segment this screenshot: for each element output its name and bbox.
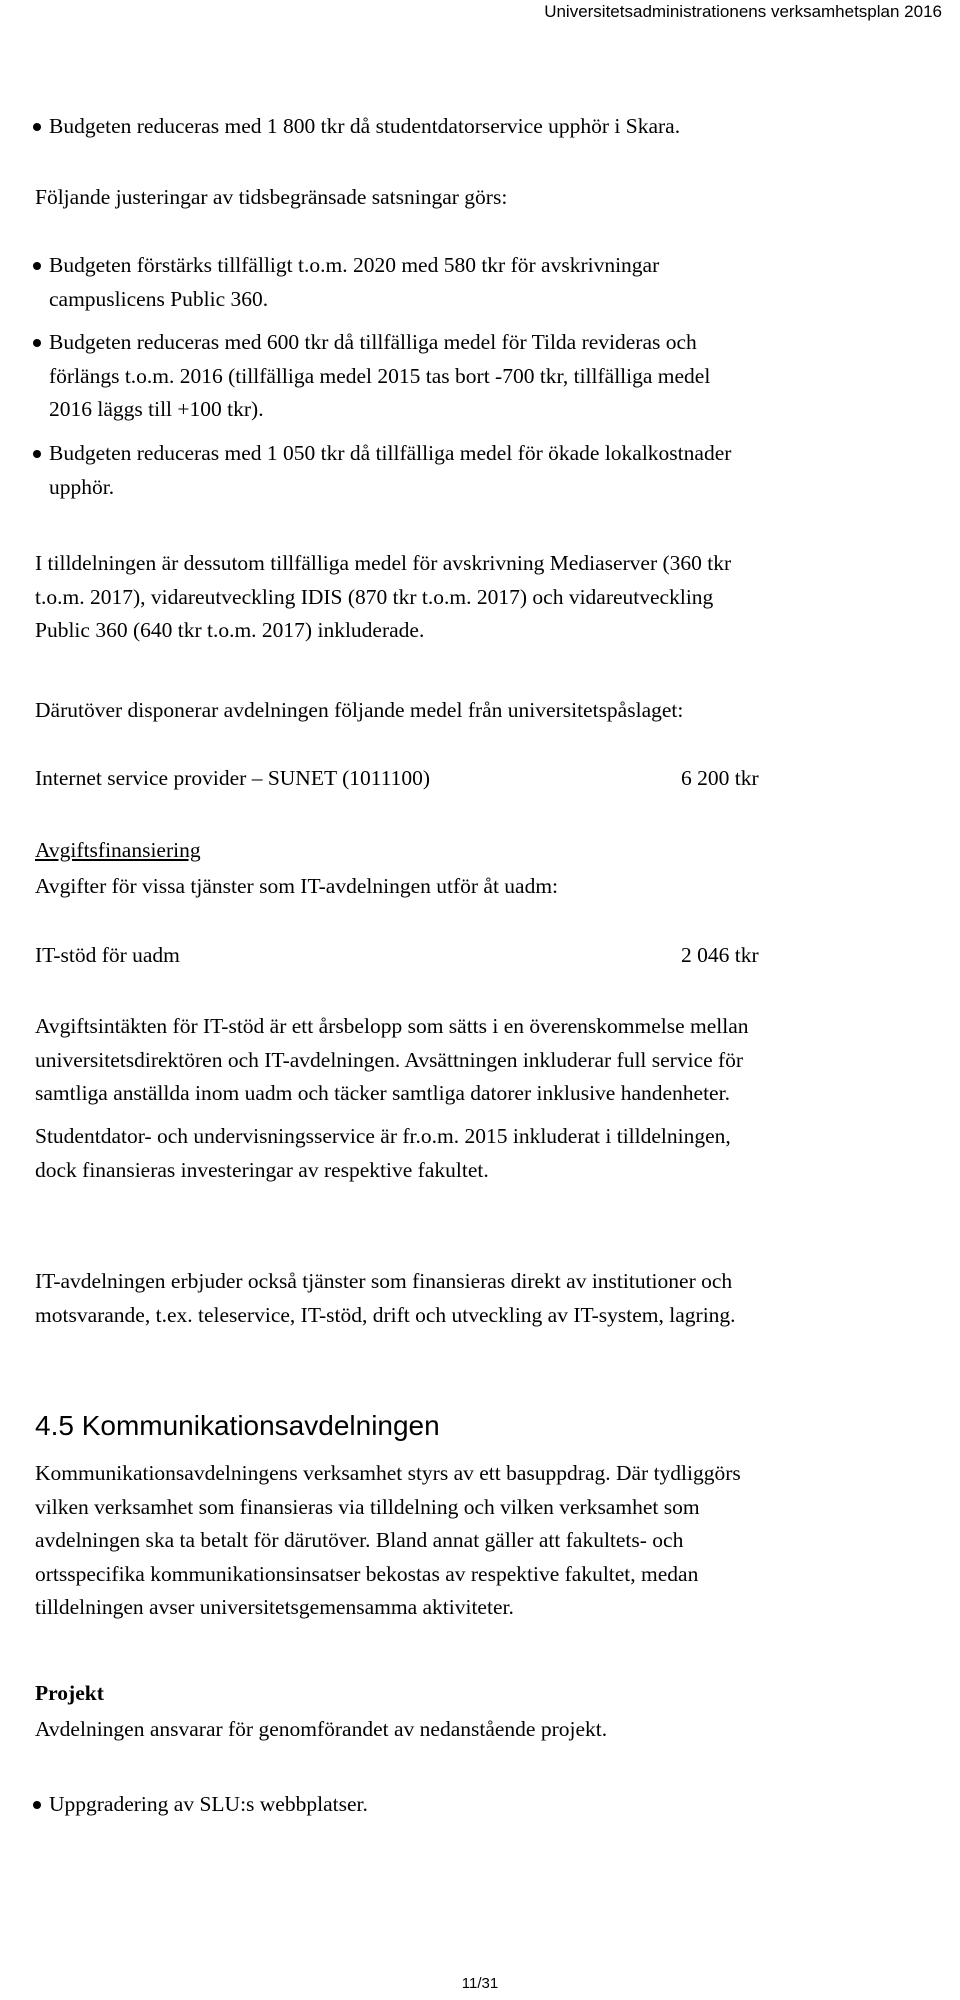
paragraph-line: dock finansieras investeringar av respektive fakultet. bbox=[35, 1157, 489, 1182]
projekt-heading: Projekt bbox=[35, 1681, 104, 1705]
it-stod-label: IT-stöd för uadm bbox=[35, 943, 180, 967]
paragraph-line: universitetsdirektören och IT-avdelningen. Avsättningen inkluderar full service för bbox=[35, 1047, 744, 1072]
bullet-line: upphör. bbox=[49, 474, 115, 499]
bullet-line: Budgeten reduceras med 600 tkr då tillfälliga medel för Tilda revideras och bbox=[49, 330, 697, 354]
bullet-item bbox=[35, 110, 680, 144]
page-number: 11/31 bbox=[461, 1975, 499, 1992]
paragraph-line: ortsspecifika kommunikationsinsatser bekostas av respektive fakultet, medan bbox=[35, 1561, 699, 1586]
avgift-description: Avgifter för vissa tjänster som IT-avdelningen utför åt uadm: bbox=[35, 874, 559, 898]
bullet-item bbox=[35, 249, 659, 316]
bullet-line: Budgeten reduceras med 1 050 tkr då tillfälliga medel för ökade lokalkostnader bbox=[49, 441, 732, 465]
projekt-description: Avdelningen ansvarar för genomförandet av nedanstående projekt. bbox=[35, 1717, 608, 1741]
bullet-item bbox=[35, 326, 710, 427]
bullet-icon bbox=[33, 123, 41, 131]
paragraph-line: IT-avdelningen erbjuder också tjänster som finansieras direkt av institutioner och bbox=[35, 1269, 733, 1293]
bullet-icon bbox=[33, 1801, 41, 1809]
section-heading: 4.5 Kommunikationsavdelningen bbox=[35, 1410, 440, 1441]
bullet-line: campuslicens Public 360. bbox=[49, 286, 269, 311]
paragraph-line: Kommunikationsavdelningens verksamhet styrs av ett basuppdrag. Där tydliggörs bbox=[35, 1461, 741, 1485]
bullet-item bbox=[35, 1788, 368, 1822]
bullet-line: förlängs t.o.m. 2016 (tillfälliga medel 2015 tas bort -700 tkr, tillfälliga medel bbox=[49, 363, 711, 388]
isp-amount: 6 200 tkr bbox=[681, 766, 759, 790]
paragraph-kommunikation bbox=[35, 1457, 741, 1625]
isp-row bbox=[35, 762, 935, 796]
paragraph-line: tilldelningen avser universitetsgemensamma aktiviteter. bbox=[35, 1595, 514, 1619]
bullet-icon bbox=[33, 339, 41, 347]
paragraph-line: Public 360 (640 tkr t.o.m. 2017) inkluderade. bbox=[35, 618, 425, 642]
it-stod-row bbox=[35, 939, 935, 973]
paragraph-line: avdelningen ska ta betalt för därutöver. Bland annat gäller att fakultets- och bbox=[35, 1528, 684, 1552]
paragraph-avgiftsintakt bbox=[35, 1010, 749, 1111]
it-stod-amount: 2 046 tkr bbox=[681, 943, 759, 967]
paragraph-line: t.o.m. 2017), vidareutveckling IDIS (870 tkr t.o.m. 2017) och vidareutveckling bbox=[35, 584, 714, 609]
bullet-icon bbox=[33, 450, 41, 458]
bullet-line: Budgeten förstärks tillfälligt t.o.m. 2020 med 580 tkr för avskrivningar bbox=[49, 253, 660, 277]
bullet-item bbox=[35, 437, 731, 504]
bullet-icon bbox=[33, 262, 41, 270]
isp-label: Internet service provider – SUNET (1011100) bbox=[35, 766, 431, 790]
avgift-heading: Avgiftsfinansiering bbox=[35, 838, 201, 862]
paragraph-studentdator bbox=[35, 1120, 731, 1187]
paragraph-it-avdelningen bbox=[35, 1265, 736, 1332]
bullet-text: Budgeten reduceras med 1 800 tkr då studentdatorservice upphör i Skara. bbox=[49, 114, 681, 138]
paragraph-line: I tilldelningen är dessutom tillfälliga medel för avskrivning Mediaserver (360 tkr bbox=[35, 551, 732, 575]
bullet-line: 2016 läggs till +100 tkr). bbox=[49, 397, 264, 421]
paragraph-line: Studentdator- och undervisningsservice är fr.o.m. 2015 inkluderat i tilldelningen, bbox=[35, 1124, 731, 1148]
paragraph-line: motsvarande, t.ex. teleservice, IT-stöd, drift och utveckling av IT-system, lagring. bbox=[35, 1302, 736, 1327]
intro-text: Följande justeringar av tidsbegränsade satsningar görs: bbox=[35, 185, 508, 209]
paragraph-line: samtliga anställda inom uadm och täcker samtliga datorer inklusive handenheter. bbox=[35, 1081, 730, 1105]
paragraph-line: vilken verksamhet som finansieras via tilldelning och vilken verksamhet som bbox=[35, 1494, 700, 1519]
bullet-text: Uppgradering av SLU:s webbplatser. bbox=[49, 1792, 368, 1816]
paragraph-tilldelning bbox=[35, 547, 731, 648]
paragraph-darutover: Därutöver disponerar avdelningen följande medel från universitetspåslaget: bbox=[35, 698, 684, 722]
running-header: Universitetsadministrationens verksamhetsplan 2016 bbox=[544, 2, 942, 21]
paragraph-line: Avgiftsintäkten för IT-stöd är ett årsbelopp som sätts i en överenskommelse mellan bbox=[35, 1014, 749, 1038]
